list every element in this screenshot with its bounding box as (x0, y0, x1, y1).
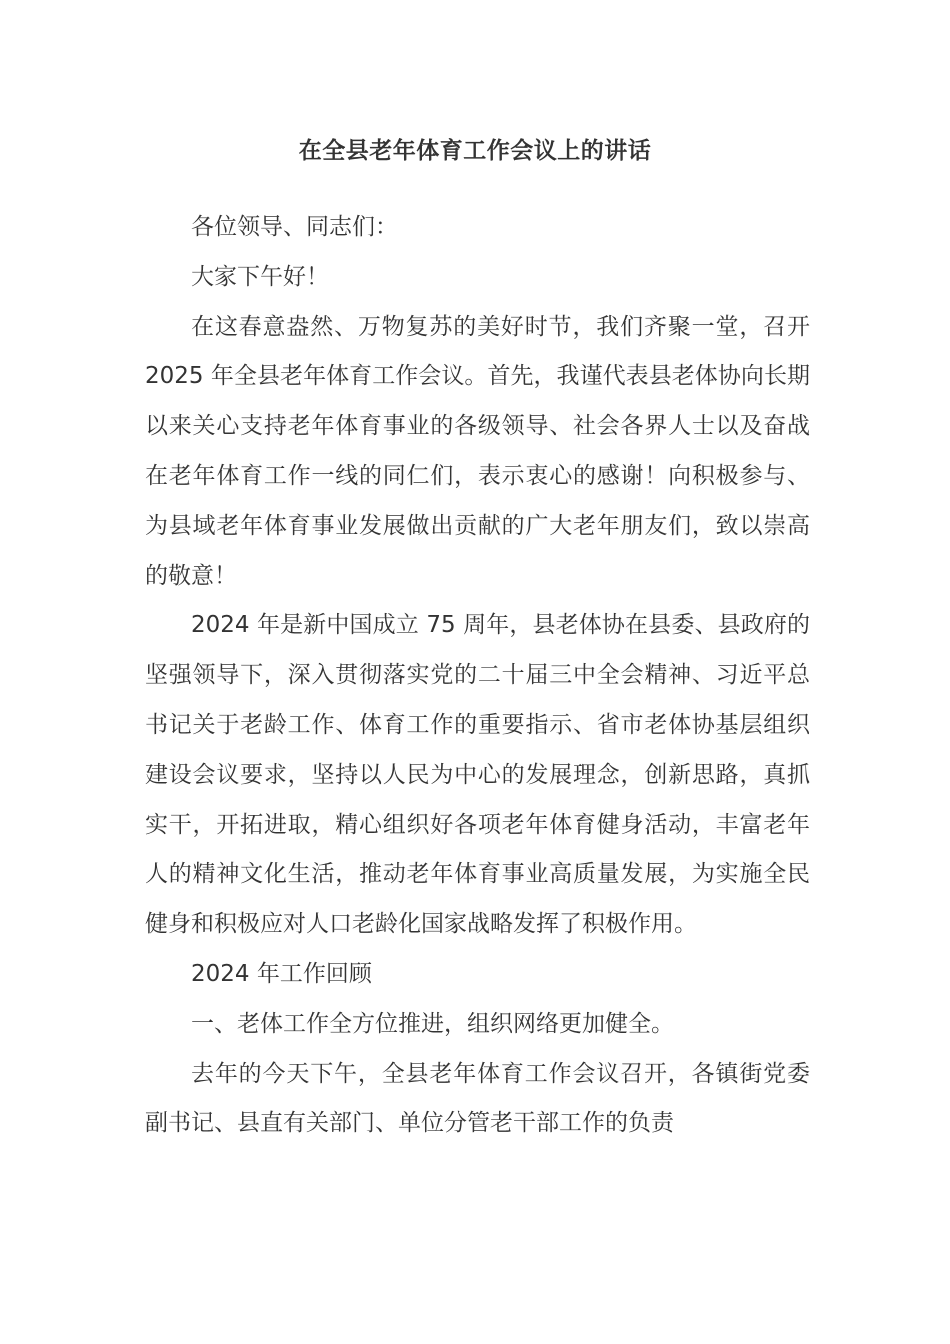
paragraph-opening: 在这春意盎然、万物复苏的美好时节，我们齐聚一堂，召开 2025 年全县老年体育工作会议。首先，我谨代表县老体协向长期以来关心支持老年体育事业的各级领导、社会各界人士以及奋战在老年体育工作一线的同仁们，表示衷心的感谢！向积极参与、为县域老年体育事业发展做出贡献的广大老年朋友们，致以崇高的敬意！ (145, 313, 810, 589)
paragraph-salutation: 各位领导、同志们： (191, 214, 398, 240)
document-title: 在全县老年体育工作会议上的讲话 (298, 138, 652, 164)
section-heading-review: 2024 年工作回顾 (191, 960, 372, 987)
subsection-heading-one: 一、老体工作全方位推进，组织网络更加健全。 (191, 1010, 674, 1037)
paragraph-greeting: 大家下午好！ (191, 263, 329, 290)
document-body (145, 203, 810, 1149)
paragraph-last-year: 去年的今天下午，全县老年体育工作会议召开，各镇街党委副书记、县直有关部门、单位分管老干部工作的负责 (145, 1060, 810, 1137)
paragraph-review-summary: 2024 年是新中国成立 75 周年，县老体协在县委、县政府的坚强领导下，深入贯彻落实党的二十届三中全会精神、习近平总书记关于老龄工作、体育工作的重要指示、省市老体协基层组织建设会议要求，坚持以人民为中心的发展理念，创新思路，真抓实干，开拓进取，精心组织好各项老年体育健身活动，丰富老年人的精神文化生活，推动老年体育事业高质量发展，为实施全民健身和积极应对人口老龄化国家战略发挥了积极作用。 (145, 612, 810, 938)
